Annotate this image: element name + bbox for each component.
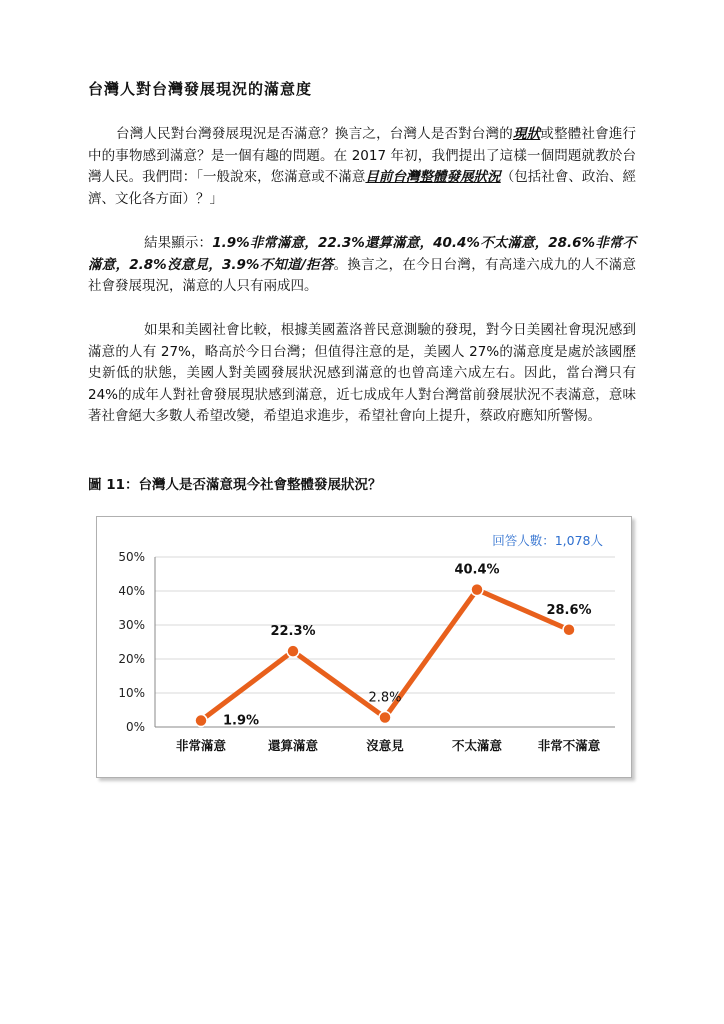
data-label: 28.6% <box>546 602 592 618</box>
results-summary: 。換言之，在今日台灣，有高達六成九的人不滿意社會發展現況，滿意的人只有兩成四。 <box>88 256 636 294</box>
data-label: 2.8% <box>368 690 402 706</box>
paragraph-intro <box>88 124 636 210</box>
intro-text-3: （包括社會、政治、經濟、文化各方面）？」 <box>88 169 636 207</box>
data-label: 22.3% <box>270 624 316 640</box>
paragraph-comparison: 如果和美國社會比較，根據美國蓋洛普民意測驗的發現，對今日美國社會現況感到滿意的人有 27%，略高於今日台灣；但值得注意的是，美國人 27%的滿意度是處於該國歷史新低的狀態，美國人對美國發展狀況感到滿意的也曾高達六成左右。因此，當台灣只有 24%的成年人對社會發展現狀感到滿意，近七成成年人對台灣當前發展狀況不表滿意，意味著社會絕大多數人希望改變，希望追求進步，希望社會向上提升，蔡政府應知所警惕。 <box>88 322 636 424</box>
data-point <box>287 645 299 657</box>
y-tick-label: 20% <box>118 652 145 666</box>
results-lead: 結果顯示： <box>144 235 213 251</box>
intro-emphasis-development: 目前台灣整體發展狀況 <box>365 169 501 185</box>
x-tick-label: 還算滿意 <box>267 738 319 753</box>
x-tick-label: 非常不滿意 <box>537 738 601 753</box>
x-tick-label: 非常滿意 <box>175 738 227 753</box>
paragraph-results <box>88 233 636 298</box>
y-tick-label: 0% <box>125 720 145 734</box>
data-point <box>195 715 207 727</box>
chart-frame <box>96 516 632 778</box>
document-title: 台灣人對台灣發展現況的滿意度 <box>88 80 313 98</box>
x-tick-label: 沒意見 <box>366 738 404 753</box>
y-tick-label: 50% <box>118 550 145 564</box>
y-tick-label: 40% <box>118 584 145 598</box>
respondent-count-annotation: 回答人數：1,078人 <box>492 533 603 548</box>
data-point <box>379 711 391 723</box>
y-tick-label: 30% <box>118 618 145 632</box>
intro-emphasis-status: 現狀 <box>513 126 541 142</box>
x-tick-label: 不太滿意 <box>451 738 503 753</box>
intro-text-1: 台灣人民對台灣發展現況是否滿意？換言之，台灣人是否對台灣的 <box>116 126 513 142</box>
data-label: 1.9% <box>223 713 260 729</box>
figure-caption: 圖 11：台灣人是否滿意現今社會整體發展狀況？ <box>88 477 382 493</box>
data-label: 40.4% <box>454 562 500 578</box>
data-point <box>563 624 575 636</box>
line-chart <box>97 517 631 777</box>
results-figures: 1.9%非常滿意，22.3%還算滿意，40.4%不太滿意，28.6%非常不滿意，2.8%沒意見，3.9%不知道/拒答 <box>88 235 636 273</box>
intro-text-2: 或整體社會進行中的事物感到滿意？是一個有趣的問題。在 2017 年初，我們提出了這樣一個問題就教於台灣人民。我們問：「一般說來，您滿意或不滿意 <box>88 126 637 185</box>
y-tick-label: 10% <box>118 686 145 700</box>
data-point <box>471 584 483 596</box>
